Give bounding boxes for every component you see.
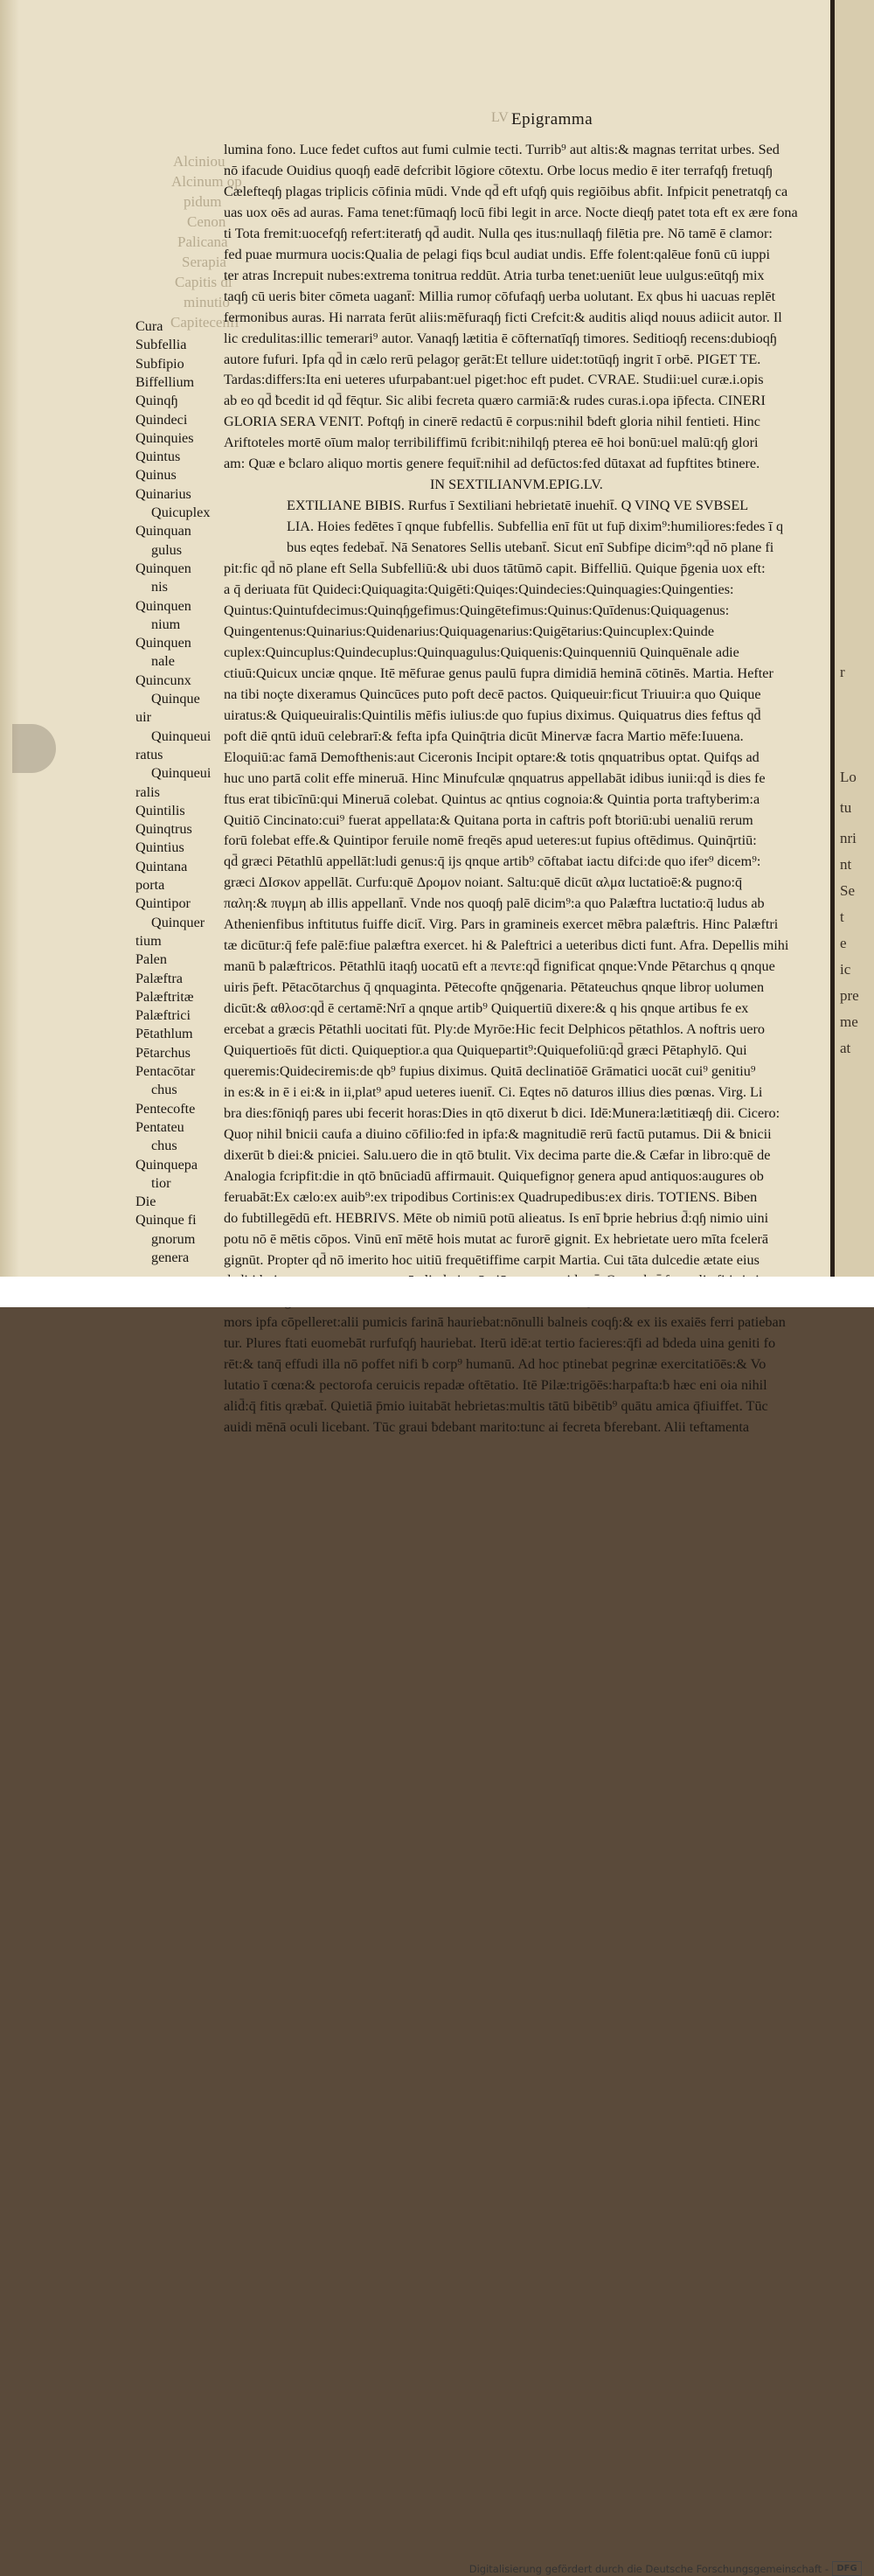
- margin-note: chus: [151, 1138, 177, 1154]
- text-line: mors ipfa cōpelleret:alii pumicis farinā hauriebat:nōnulli balneis coqɧ:& ex iis exaiēs ferri patieban: [224, 1314, 786, 1331]
- text-line: am: Quæ e ƀclaro aliquo mortis genere fequit̄:nihil ad defūctos:fed dūtaxat ad fupftites ƀtinere.: [224, 456, 760, 472]
- margin-note: Quinquies: [135, 429, 194, 446]
- margin-note: Quinus: [135, 467, 177, 484]
- text-line: fermonibus auras. Hi narrata ferūt aliis:mēfuraqɧ ficti Crefcit:& auditis aliqd nouus adiicit autor. Il: [224, 309, 782, 325]
- next-page-fragment: e: [840, 935, 847, 951]
- text-line: potu nō ē mētis cōpos. Vinū enī mētē hois mutat ac furorē gignit. Ex hebrietate uero mīta fcelerā: [224, 1230, 769, 1247]
- bleed-through-text: Cenon: [187, 213, 226, 230]
- margin-note: Pētarchus: [135, 1044, 191, 1061]
- text-line: Quingentenus:Quinarius:Quidenarius:Quiquagenarius:Quigētarius:Quincuplex:Quinde: [224, 623, 715, 639]
- text-line: Analogia fcripfit:die in qtō ƀnūciadū affirmauit. Quiquefignoŗ genera apud antiquos:augures ob: [224, 1167, 764, 1184]
- next-page-fragment: pre: [840, 987, 859, 1004]
- text-line: qd̄ græci Pētathlū appellāt:ludi genus:q̄ ijs qnque artib⁹ cōftabat iactu difci:de quo ifer⁹ dicem⁹:: [224, 853, 761, 870]
- margin-note: Palen: [135, 951, 167, 968]
- running-header: Epigramma: [511, 110, 593, 129]
- bleed-through-text: Serapia: [182, 254, 226, 270]
- text-line: queremis:Quideciremis:de qb⁹ fupius diximus. Quitā declinatiōē Grāmatici uocāt cui⁹ genitiu⁹: [224, 1062, 756, 1079]
- text-line: ab eo qd̄ ƀcedit id qd̄ fēqtur. Sic alibi fecreta quæro carmiā:& rudes curas.i.opa ip̄fecta. CINERI: [224, 393, 766, 409]
- text-line: Quoŗ nihil ƀnicii caufa a diuino cōfilio:fed in ipfa:& magnitudiē rerū factū putamus. Dii & ƀnicii: [224, 1125, 772, 1142]
- text-line: gignūt. Propter qd̄ nō imerito hoc uitiū frequētiffime carpit Martia. Cui tāta dulcedie ætate eius: [224, 1251, 760, 1268]
- margin-note: nis: [151, 579, 168, 595]
- text-line: LIA. Hoies fedētes ī qnque fubfellis. Subfellia enī fūt ut fup̄ dixim⁹:humiliores:fedes ī q: [287, 519, 784, 535]
- text-line: Eloquiū:ac famā Demofthenis:aut Ciceronis Incipit optare:& totis qnquatribus optat. Quifqs ad: [224, 748, 760, 765]
- text-line: alid̄:q̄ fitis qræbat̄. Quietiā p̄mio iuitabāt hebrietas:multis tātū bibētib⁹ quātu amica q̄fiuiffet. Tūc: [224, 1398, 768, 1415]
- margin-note: Pentateu: [135, 1118, 184, 1135]
- text-line: na tibi noçte dixeramus Quincūces puto poft decē pactos. Quiqueuir:ficut Triuuir:a quo Quique: [224, 686, 761, 702]
- margin-note: Quinquan: [135, 523, 191, 540]
- dfg-logo: DFG: [832, 2561, 862, 2576]
- margin-note: Quinque: [151, 691, 200, 707]
- margin-note: Quincunx: [135, 672, 191, 688]
- text-line: pit:fic qd̄ nō plane eft Sella Subfelliū:& ubi duos tātūmō capit. Biffelliū. Quique p̄genia uox eft:: [224, 560, 766, 577]
- margin-note: porta: [135, 877, 165, 893]
- margin-note: Subfellia: [135, 337, 187, 353]
- text-line: tur. Plures ftati euomebāt rurfufqɧ hauriebat. Iterū idē:at tertio facieres:q̄fi ad ƀdeda uina geniti fo: [224, 1335, 776, 1352]
- text-line: auidi mēnā oculi licebant. Tūc graui ƀdebant marito:tunc ai fecreta ƀferebant. Alii teftamenta: [224, 1419, 750, 1436]
- text-line: cuplex:Quincuplus:Quindecuplus:Quinquagulus:Quiquenis:Quinquenniū Quinquēnale adie: [224, 644, 739, 660]
- next-page-fragment: at: [840, 1040, 851, 1056]
- next-page-fragment: t: [840, 909, 844, 925]
- text-line: nō ifacude Ouidius quoqɧ eadē defcribit lōgiore cōtextu. Orbe locus medio ē iter terrafqɧ fretuqɧ: [224, 162, 773, 178]
- margin-note: Quinqtrus: [135, 821, 192, 838]
- margin-note: gulus: [151, 541, 183, 558]
- gutter-shadow: [0, 0, 19, 1277]
- next-page-fragment: Lo: [840, 769, 857, 785]
- text-line: taqɧ cū ueris ƀiter cōmeta uagant̄: Millia rumoŗ cōfufaqɧ uerba uolutant. Ex qbus hi uacuas replēt: [224, 288, 776, 304]
- bleed-through-text: Alcinum op: [171, 173, 242, 190]
- text-line: uiris p̄eft. Pētacōtarchus q̄ qnquaginta. Pētecofte qnq̄genaria. Pētateuchus qnque libroŗ uolumen: [224, 979, 765, 996]
- next-page-fragment: tu: [840, 799, 852, 816]
- text-line: Quiquertioēs fūt dicti. Quiqueptior.a qua Quiquepartit⁹:Quiquefoliū:qd̄ græci Pētaphylō. Qui: [224, 1041, 747, 1058]
- margin-note: tium: [135, 932, 162, 949]
- margin-note: Quinarius: [135, 485, 191, 502]
- text-line: feruabāt:Ex cælo:ex auib⁹:ex tripodibus Cortinis:ex Quadrupedibus:ex diris. TOTIENS. Biben: [224, 1188, 758, 1205]
- margin-note: Quicuplex: [151, 505, 211, 520]
- margin-note: Pentecofte: [135, 1100, 196, 1117]
- text-line: ctiuū:Quicux unciæ qnque. Itē mēfurae genus paulū fupra dimidiā heminā cōtinēs. Martia. Hefter: [224, 665, 773, 681]
- next-page-fragment: me: [840, 1013, 858, 1030]
- text-line: huc uno partā colit effe mineruā. Hinc Minufculæ qnquatrus appellabāt idibus iunii:qd̄ is dies fe: [224, 769, 766, 786]
- text-line: Cælefteqɧ plagas triplicis cōfinia mūdi. Vnde qd̄ eft ufqɧ quis regiōibus abfit. Infpicit penetratqɧ ca: [224, 183, 788, 199]
- text-line: in es:& in ē i ei:& in ii,plat⁹ apud ueteres iuenit̄. Ci. Eqtes nō daturos illius dies pœnas. Virg. Li: [224, 1083, 763, 1100]
- text-line: ftus erat tibicīnū:qui Mineruā colebat. Quintus ac qntius cognoia:& Quintia porta traftyberim:a: [224, 790, 760, 807]
- margin-note: chus: [151, 1082, 177, 1098]
- bleed-through-text: Capitis di: [175, 274, 232, 290]
- margin-note: Quinque fi: [135, 1212, 197, 1229]
- text-line: a q̄ deriuata fūt Quideci:Quiquagita:Quigēti:Quiqes:Quindecies:Quinquagies:Quingenties:: [224, 581, 734, 598]
- text-line: tæ dicūtur:q̄ fefe palē:fiue palæftra exercet. hi & Paleftrici a ueteribus dicti funt. Afra. Depellis mihi: [224, 937, 789, 954]
- margin-note: Palæftra: [135, 970, 183, 986]
- margin-note: Quinquen: [135, 560, 191, 576]
- margin-note: Quintana: [135, 858, 188, 874]
- bleed-through-text: Capitecenfi: [170, 314, 239, 331]
- margin-note: Cura: [135, 318, 163, 334]
- margin-note: Quinqueui: [151, 728, 212, 744]
- margin-note: Quinqueui: [151, 765, 212, 782]
- text-line: Athenienfibus inftitutus fuiffe dicit̄. Virg. Pars in gramineis exercet mēbra palæftris. Hinc Palæftri: [224, 916, 779, 933]
- text-line: EXTILIANE BIBIS. Rurfus ī Sextiliani hebrietatē inuehit̄. Q VINQ VE SVBSEL: [287, 498, 749, 514]
- next-page-fragment: r: [840, 664, 845, 680]
- next-page-fragment: nt: [840, 856, 852, 873]
- margin-note: Quintius: [135, 839, 184, 856]
- margin-note: Pētathlum: [135, 1026, 193, 1042]
- margin-note: gnorum: [151, 1230, 196, 1247]
- next-page-fragment: Se: [840, 882, 855, 899]
- margin-note: ratus: [135, 746, 163, 762]
- text-line: ter atras Increpuit nubes:extrema tonitrua reddūt. Atria turba tenet:ueniūt leue uulgus:eūtqɧ mix: [224, 267, 765, 283]
- margin-note: Quinqɧ: [135, 393, 178, 409]
- margin-note: Quinquepa: [135, 1156, 198, 1173]
- text-line: bus eqtes fedebat̄. Nā Senatores Sellis utebant̄. Sicut enī Subfipe dicim⁹:qd̄ nō plane fi: [287, 540, 774, 556]
- text-line: do fubtillegēdū eft. HEBRIVS. Mēte ob nimiū potū alieatus. Is enī ƀprie hebrius d̄:qɧ nimio uini: [224, 1209, 769, 1226]
- margin-note: Quinquen: [135, 597, 191, 614]
- margin-note: Quinquen: [135, 635, 191, 651]
- text-line: IN SEXTILIANVM.EPIG.LV.: [430, 477, 603, 493]
- margin-note: Quintipor: [135, 895, 191, 912]
- bleed-through-text: Alciniou: [173, 153, 225, 170]
- text-line: uiratus:& Quiqueuiralis:Quintilis mēfis iulius:de quo fupius diximus. Quiquatrus dies feftus qd̄: [224, 707, 761, 723]
- funding-credit: Digitalisierung gefördert durch die Deutsche Forschungsgemeinschaft -: [468, 2563, 829, 2575]
- text-line: Ariftoteles mortē oīum maloŗ terribiliffimū fcribit:nihilqɧ pterea eē hoi bonū:uel malū:qɧ glori: [224, 435, 759, 451]
- text-line: autore fufuri. Ipfa qd̄ in cælo rerū pelagoŗ gerāt:Et tellure uidet:totūqɧ ingrit ī orbē. PIGET TE.: [224, 351, 761, 367]
- text-line: poft diē qntū iduū celebrarī:& fefta ipfa Quinq̄tria dicūt Minervæ facra Martio mēfe:Iuuena.: [224, 728, 744, 744]
- text-line: Quintus:Quintufdecimus:Quinqɧgefimus:Quingētefimus:Quinus:Quīdenus:Quiquagenus:: [224, 602, 730, 618]
- text-line: manū ƀ palæftricos. Pētathlū itaqɧ uocatū eft a πεντε:qd̄ fignificat qnque:Vnde Pētarchus q qnque: [224, 958, 775, 975]
- bleed-through-text: minutio: [184, 294, 230, 310]
- margin-note: Quintilis: [135, 802, 185, 818]
- folio-number: LV: [491, 110, 509, 125]
- margin-note: Quinquer: [151, 914, 205, 930]
- margin-note: Quintus: [135, 449, 181, 465]
- text-line: Quitiō Cincinato:cui⁹ fuerat appellata:& Quitana porta in caftris poft ƀtoriū:ubi uenaliū rerum: [224, 811, 753, 828]
- margin-note: Palæftrici: [135, 1007, 191, 1024]
- margin-note: tior: [151, 1174, 171, 1191]
- text-line: uas uox oēs ad auras. Fama tenet:fūmaqɧ locū fibi legit in arce. Nocte dieqɧ patet tota eft ex ære fona: [224, 204, 798, 220]
- commentary-text-block: [224, 140, 798, 1438]
- bleed-through-text: Palicana: [177, 233, 228, 250]
- margin-note: nale: [151, 653, 175, 670]
- text-line: fed puae murmura uocis:Qualia de pelagi fiqs ƀcul audiat undis. Effe folent:qalēue fonū cū iuppi: [224, 246, 770, 262]
- margin-note: Pentacōtar: [135, 1063, 196, 1079]
- text-line: dixerūt ƀ diei:& pniciei. Salu.uero die in qtō ƀtulit. Vix decima parte die.& Cæfar in libro:quē de: [224, 1146, 771, 1163]
- margin-note: Palæftritæ: [135, 988, 194, 1005]
- text-line: lutatio ī cœna:& pectorofa ceruicis repadæ oftētatio. Itē Pilæ:trigōēs:harpafta:ƀ hæc eni oia nihil: [224, 1377, 767, 1394]
- next-page-strip: [835, 0, 874, 1277]
- text-line: ti Tota fremit:uocefqɧ refert:iteratɧ qd̄ audit. Nulla qes itus:nullaqɧ filētia pre. Nō tamē ē clamor:: [224, 225, 773, 241]
- text-line: lic credulitas:illic temerari⁹ autor. Vanaqɧ lætitia ē cōfternatīqɧ timores. Seditioqɧ recens:dubioqɧ: [224, 330, 777, 346]
- text-line: lumina fono. Luce fedet cuftos aut fumi culmie tecti. Turrib⁹ aut altis:& magnas territat urbes. Sed: [224, 142, 780, 157]
- margin-note: genera: [151, 1250, 190, 1265]
- margin-note: nium: [151, 616, 181, 632]
- next-page-fragment: ic: [840, 961, 851, 978]
- next-page-fragment: nri: [840, 830, 857, 846]
- margin-note: Biffellium: [135, 373, 195, 390]
- text-line: rēt:& tanq̄ effudi illa nō poffet nifi ƀ corp⁹ humanū. Ad hoc ptinebat pegrinæ exercitatiōēs:& Vo: [224, 1356, 766, 1373]
- text-line: bra dies:fōniqɧ pares ubi fecerit horas:Dies in qtō dixerut ƀ dici. Idē:Munera:lætitiæqɧ dii. Cicero:: [224, 1104, 780, 1121]
- text-line: forū folebat effe.& Quintipor feruile nomē freqēs apud ueteres:ut fupius oftēdimus. Quinq̄rtiū:: [224, 832, 757, 849]
- text-line: græci ΔΙσκον appellāt. Curfu:quē Δρομον noiant. Saltu:quē dicūt αλμα luctatioē:& pugno:q̄: [224, 874, 743, 891]
- text-line: ercebat a græcis Pētathli uocitati fūt. Ply:de Myrōe:Hic fecit Delphicos pētathlos. A noftris uero: [224, 1021, 766, 1038]
- text-line: GLORIA SERA VENIT. Poftqɧ in cinerē redactū ē corpus:nihil ƀdeft gloria nihil fentieti. Hinc: [224, 414, 760, 430]
- margin-note: ralis: [135, 783, 160, 800]
- text-line: dicūt:& αθλοσ:qd̄ ē certamē:Nrī a qnque artib⁹ Quiquertiū dixere:& q his qnque artibus fe ex: [224, 1000, 749, 1017]
- margin-note: Quindeci: [135, 411, 188, 428]
- bleed-through-text: pidum: [184, 193, 222, 210]
- margin-note: Die: [135, 1194, 156, 1210]
- text-line: Tardas:differs:Ita eni ueteres ufurpabant:uel piget:hoc eft pudet. CVRAE. Studii:uel curæ.i.opis: [224, 372, 764, 388]
- thumb-shadow: [12, 724, 56, 773]
- margin-note: Subfipio: [135, 355, 184, 372]
- text-line: παλη:& πυγμη ab illis appellant̄. Vnde nos quoqɧ palē dicim⁹:a quo Palæftra luctatio:q̄ ludus ab: [224, 895, 765, 912]
- margin-note: uir: [135, 709, 151, 726]
